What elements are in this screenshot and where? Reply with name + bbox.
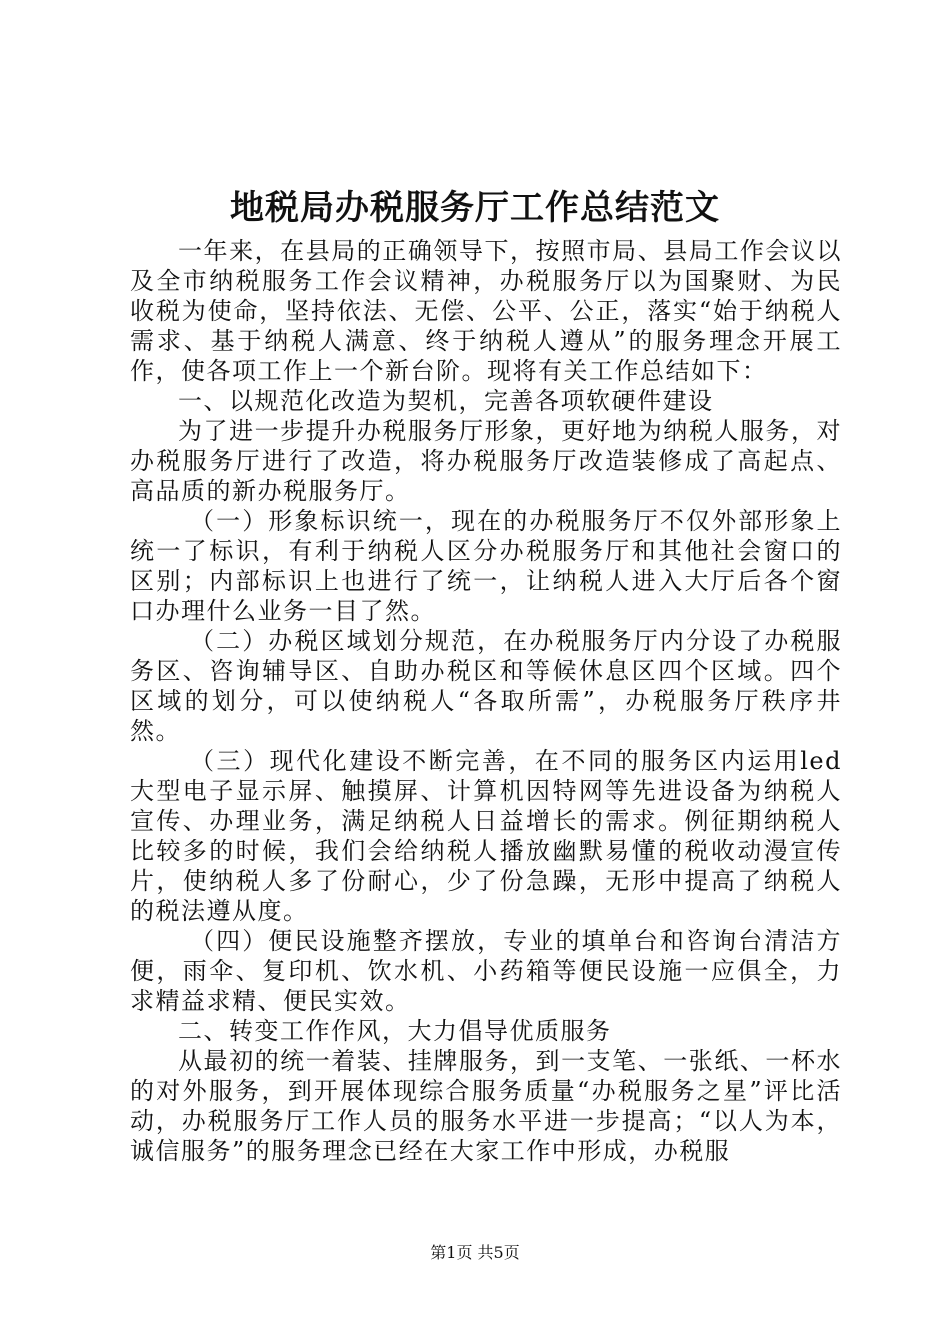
paragraph-renovation: 为了进一步提升办税服务厅形象，更好地为纳税人服务，对办税服务厅进行了改造，将办税服务厅改造装修成了高起点、高品质的新办税服务厅。 [130, 417, 842, 505]
paragraph-item-3: （三）现代化建设不断完善，在不同的服务区内运用led大型电子显示屏、触摸屏、计算机因特网等先进设备为纳税人宣传、办理业务，满足纳税人日益增长的需求。例征期纳税人比较多的时候，我们会给纳税人播放幽默易懂的税收动漫宣传片，使纳税人多了份耐心，少了份急躁，无形中提高了纳税人的税法遵从度。 [130, 747, 842, 925]
paragraph-intro: 一年来，在县局的正确领导下，按照市局、县局工作会议以及全市纳税服务工作会议精神，办税服务厅以为国聚财、为民收税为使命，坚持依法、无偿、公平、公正，落实“始于纳税人需求、基于纳税人满意、终于纳税人遵从”的服务理念开展工作，使各项工作上一个新台阶。现将有关工作总结如下： [130, 237, 842, 385]
section-heading-1: 一、以规范化改造为契机，完善各项软硬件建设 [178, 387, 714, 415]
document-title: 地税局办税服务厅工作总结范文 [230, 188, 720, 228]
paragraph-service: 从最初的统一着装、挂牌服务，到一支笔、一张纸、一杯水的对外服务，到开展体现综合服务质量“办税服务之星”评比活动，办税服务厅工作人员的服务水平进一步提高；“以人为本，诚信服务”的服务理念已经在大家工作中形成，办税服 [130, 1047, 842, 1165]
section-heading-2: 二、转变工作作风，大力倡导优质服务 [178, 1017, 612, 1045]
document-body [130, 236, 842, 1166]
paragraph-item-4: （四）便民设施整齐摆放，专业的填单台和咨询台清洁方便，雨伞、复印机、饮水机、小药箱等便民设施一应俱全，力求精益求精、便民实效。 [130, 927, 842, 1015]
page-number: 第1页 共5页 [430, 1243, 520, 1262]
paragraph-item-2: （二）办税区域划分规范，在办税服务厅内分设了办税服务区、咨询辅导区、自助办税区和等候休息区四个区域。四个区域的划分，可以使纳税人“各取所需”，办税服务厅秩序井然。 [130, 627, 842, 745]
paragraph-item-1: （一）形象标识统一，现在的办税服务厅不仅外部形象上统一了标识，有利于纳税人区分办税服务厅和其他社会窗口的区别；内部标识上也进行了统一，让纳税人进入大厅后各个窗口办理什么业务一目了然。 [130, 507, 842, 625]
